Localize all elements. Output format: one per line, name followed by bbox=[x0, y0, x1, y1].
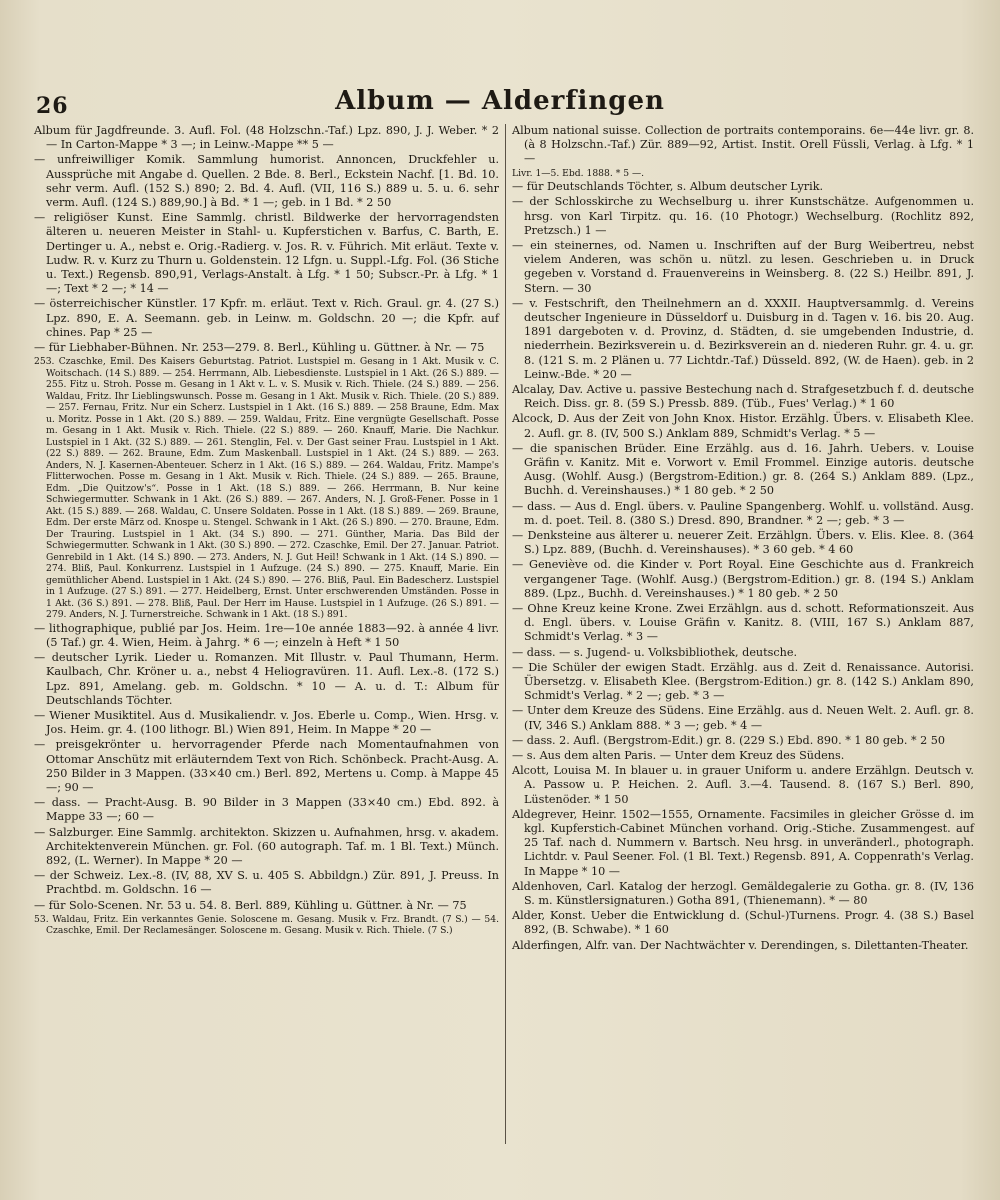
catalog-entry: — religiöser Kunst. Eine Sammlg. christl. Bildwerke der hervorragendsten älteren u. neueren Meister in Stahl- u. Kupferstichen v. Barfus, C. Barth, E. Dertinger u. A., nebst e. Orig.-Radierg. v. Jos. R. v. Führich. Mit erläut. Texte v. Ludw. R. v. Kurz zu Thurn u. Goldenstein. 12 Lfgn. u. Suppl.-Lfg. Fol. (36 Stiche u. Text.) Regensb. 890,91, Verlags-Anstalt. à Lfg. * 1 50; Subscr.-Pr. à Lfg. * 1 —; Text * 2 —; * 14 — bbox=[34, 211, 499, 296]
catalog-entry: — lithographique, publié par Jos. Heim. 1re—10e année 1883—92. à année 4 livr. (5 Taf.) gr. 4. Wien, Heim. à Jahrg. * 6 —; einzeln à Heft * 1 50 bbox=[34, 621, 499, 649]
catalog-entry: Alcock, D. Aus der Zeit von John Knox. Histor. Erzählg. Übers. v. Elisabeth Klee. 2. Aufl. gr. 8. (IV, 500 S.) Anklam 889, Schmidt's Verlag. * 5 — bbox=[512, 412, 974, 440]
catalog-entry: — Ohne Kreuz keine Krone. Zwei Erzählgn. aus d. schott. Reformationszeit. Aus d. Engl. übers. v. Louise Gräfin v. Kanitz. 8. (VIII, 167 S.) Anklam 887, Schmidt's Verlag. * 3 — bbox=[512, 602, 974, 644]
catalog-entry: — deutscher Lyrik. Lieder u. Romanzen. Mit Illustr. v. Paul Thumann, Herm. Kaulbach, Chr. Kröner u. a., nebst 4 Heliogravüren. 11. Aufl. Lex.-8. (172 S.) Lpz. 891, Amelang. geb. m. Goldschn. * 10 — A. u. d. T.: Album für Deutschlands Töchter. bbox=[34, 651, 499, 707]
running-head: Album — Alderfingen bbox=[335, 86, 665, 116]
catalog-entry: — dass. — Pracht-Ausg. B. 90 Bilder in 3 Mappen (33×40 cm.) Ebd. 892. à Mappe 33 —; 60 — bbox=[34, 796, 499, 824]
catalog-entry: — Denksteine aus älterer u. neuerer Zeit. Erzählgn. Übers. v. Elis. Klee. 8. (364 S.) Lpz. 889, (Buchh. d. Vereinshauses). * 3 60 geb. * 4 60 bbox=[512, 528, 974, 557]
catalog-entry: — Wiener Musiktitel. Aus d. Musikaliendr. v. Jos. Eberle u. Comp., Wien. Hrsg. v. Jos. Heim. gr. 4. (100 lithogr. Bl.) Wien 891, Heim. In Mappe * 20 — bbox=[34, 708, 499, 737]
catalog-entry: — ein steinernes, od. Namen u. Inschriften auf der Burg Weibertreu, nebst vielem Anderen, was schön u. nützl. zu lesen. Geschrieben u. in Druck gegeben v. Vorstand d. Frauenvereins in Weinsberg. 8. (22 S.) Heilbr. 891, J. Stern. — 30 bbox=[512, 238, 974, 295]
catalog-entry: — österreichischer Künstler. 17 Kpfr. m. erläut. Text v. Rich. Graul. gr. 4. (27 S.) Lpz. 890, E. A. Seemann. geb. in Leinw. m. Goldschn. 20 —; die Kpfr. auf chines. Pap * 25 — bbox=[34, 297, 499, 339]
catalog-entry: — für Solo-Scenen. Nr. 53 u. 54. 8. Berl. 889, Kühling u. Güttner. à Nr. — 75 bbox=[34, 898, 467, 912]
catalog-entry: — Unter dem Kreuze des Südens. Eine Erzählg. aus d. Neuen Welt. 2. Aufl. gr. 8. (IV, 346 S.) Anklam 888. * 3 —; geb. * 4 — bbox=[512, 704, 974, 732]
catalog-entry: — Salzburger. Eine Sammlg. architekton. Skizzen u. Aufnahmen, hrsg. v. akadem. Architektenverein München. gr. Fol. (60 autograph. Taf. m. 1 Bl. Text.) Münch. 892, (L. Werner). In Mappe * 20 — bbox=[34, 825, 499, 867]
catalog-entry: Alcott, Louisa M. In blauer u. in grauer Uniform u. andere Erzählgn. Deutsch v. A. Passow u. P. Heichen. 2. Aufl. 3.—4. Tausend. 8. (167 S.) Berl. 890, Lüstenöder. * 1 50 bbox=[512, 764, 974, 806]
catalog-entry: 53. Waldau, Fritz. Ein verkanntes Genie. Soloscene m. Gesang. Musik v. Frz. Brandt. (7 S.) — 54. Czaschke, Emil. Der Reclamesänger. Soloscene m. Gesang. Musik v. Rich. Thiele. (7 S.) bbox=[34, 913, 499, 937]
catalog-entry: — die spanischen Brüder. Eine Erzählg. aus d. 16. Jahrh. Uebers. v. Louise Gräfin v. Kanitz. Mit e. Vorwort v. Emil Frommel. Einzige autoris. deutsche Ausg. (Wohlf. Ausg.) (Bergstrom-Edition.) gr. 8. (264 S.) Anklam 889. (Lpz., Buchh. d. Vereinshauses.) * 1 80 geb. * 2 50 bbox=[512, 441, 974, 498]
catalog-entry: — unfreiwilliger Komik. Sammlung humorist. Annoncen, Druckfehler u. Aussprüche mit Angabe d. Quellen. 2 Bde. 8. Berl., Eckstein Nachf. [1. Bd. 10. sehr verm. Aufl. (152 S.) 890; 2. Bd. 4. Aufl. (VII, 116 S.) 889 u. 5. u. 6. sehr verm. Aufl. (124 S.) 889,90.] à Bd. * 1 —; geb. in 1 Bd. * 2 50 bbox=[34, 153, 499, 210]
catalog-entry: Aldegrever, Heinr. 1502—1555, Ornamente. Facsimiles in gleicher Grösse d. im kgl. Kupferstich-Cabinet München vorhand. Orig.-Stiche. Zusammengest. auf 25 Taf. nach d. Nummern v. Bartsch. Neu hrsg. in unveränderl., photograph. Lichtdr. v. Paul Seener. Fol. (1 Bl. Text.) Regensb. 891, A. Coppenrath's Verlag. In Mappe * 10 — bbox=[512, 807, 974, 878]
catalog-entry: Alderfingen, Alfr. van. Der Nachtwächter v. Derendingen, s. Dilettanten-Theater. bbox=[512, 938, 969, 952]
catalog-entry: Alder, Konst. Ueber die Entwicklung d. (Schul-)Turnens. Progr. 4. (38 S.) Basel 892, (B. Schwabe). * 1 60 bbox=[512, 909, 974, 937]
catalog-entry: — dass. — Aus d. Engl. übers. v. Pauline Spangenberg. Wohlf. u. vollständ. Ausg. m. d. poet. Teil. 8. (380 S.) Dresd. 890, Brandner. * 2 —; geb. * 3 — bbox=[512, 499, 974, 527]
catalog-entry: — der Schlosskirche zu Wechselburg u. ihrer Kunstschätze. Aufgenommen u. hrsg. von Karl Tirpitz. qu. 16. (10 Photogr.) Wechselburg. (Rochlitz 892, Pretzsch.) 1 — bbox=[512, 195, 974, 237]
catalog-entry: Alcalay, Dav. Active u. passive Bestechung nach d. Strafgesetzbuch f. d. deutsche Reich. Diss. gr. 8. (59 S.) Pressb. 889. (Tüb., Fues' Verlag.) * 1 60 bbox=[512, 382, 974, 411]
right-column bbox=[512, 124, 974, 954]
catalog-entry: — Geneviève od. die Kinder v. Port Royal. Eine Geschichte aus d. Frankreich vergangener Tage. (Wohlf. Ausg.) (Bergstrom-Edition.) gr. 8. (194 S.) Anklam 889. (Lpz., Buchh. d. Vereinshauses.) * 1 80 geb. * 2 50 bbox=[512, 558, 974, 600]
page-number: 26 bbox=[36, 93, 69, 119]
catalog-entry: Aldenhoven, Carl. Katalog der herzogl. Gemäldegalerie zu Gotha. gr. 8. (IV, 136 S. m. Künstlersignaturen.) Gotha 891, (Thienemann). * — 80 bbox=[512, 879, 974, 908]
left-column bbox=[34, 124, 499, 938]
catalog-entry: — für Liebhaber-Bühnen. Nr. 253—279. 8. Berl., Kühling u. Güttner. à Nr. — 75 bbox=[34, 341, 485, 355]
catalog-entry: Album für Jagdfreunde. 3. Aufl. Fol. (48 Holzschn.-Taf.) Lpz. 890, J. J. Weber. * 2 — In Carton-Mappe * 3 —; in Leinw.-Mappe ** 5 — bbox=[34, 124, 499, 152]
catalog-entry: — der Schweiz. Lex.-8. (IV, 88, XV S. u. 405 S. Abbildgn.) Zür. 891, J. Preuss. In Prachtbd. m. Goldschn. 16 — bbox=[34, 869, 499, 897]
catalog-entry: — dass. — s. Jugend- u. Volksbibliothek, deutsche. bbox=[512, 645, 798, 659]
catalog-entry: — v. Festschrift, den Theilnehmern an d. XXXII. Hauptversammlg. d. Vereins deutscher Ingenieure in Düsseldorf u. Duisburg in d. Tagen v. 16. bis 20. Aug. 1891 dargeboten v. d. Provinz, d. Städten, d. sie umgebenden Industrie, d. niederrhein. Bezirksverein u. d. Bezirksverein an d. niederen Ruhr. gr. 4. u. gr. 8. (121 S. m. 2 Plänen u. 77 Lichtdr.-Taf.) Düsseld. 892, (W. de Haen). geb. in 2 Leinw.-Bde. * 20 — bbox=[512, 296, 974, 381]
catalog-entry: Album national suisse. Collection de portraits contemporains. 6e—44e livr. gr. 8. (à 8 Holzschn.-Taf.) Zür. 889—92, Artist. Instit. Orell Füssli, Verlag. à Lfg. * 1 — bbox=[512, 124, 974, 166]
catalog-entry: — preisgekrönter u. hervorragender Pferde nach Momentaufnahmen von Ottomar Anschütz mit erläuterndem Text von Rich. Schönbeck. Pracht-Ausg. A. 250 Bilder in 3 Mappen. (33×40 cm.) Berl. 892, Mertens u. Comp. à Mappe 45 —; 90 — bbox=[34, 738, 499, 794]
catalog-entry: — für Deutschlands Töchter, s. Album deutscher Lyrik. bbox=[512, 180, 824, 194]
catalog-entry: — Die Schüler der ewigen Stadt. Erzählg. aus d. Zeit d. Renaissance. Autorisi. Übersetzg. v. Elisabeth Klee. (Bergstrom-Edition.) gr. 8. (142 S.) Anklam 890, Schmidt's Verlag. * 2 —; geb. * 3 — bbox=[512, 660, 974, 703]
column-divider bbox=[505, 124, 506, 1144]
catalog-entry: — s. Aus dem alten Paris. — Unter dem Kreuz des Südens. bbox=[512, 749, 845, 763]
catalog-entry: 253. Czaschke, Emil. Des Kaisers Geburtstag. Patriot. Lustspiel m. Gesang in 1 Akt. Musik v. C. Woitschach. (14 S.) 889. — 254. Herrmann, Alb. Liebesdienste. Lustspiel in 1 Akt. (26 S.) 889. — 255. Fitz u. Stroh. Posse m. Gesang in 1 Akt v. L. v. S. Musik v. Rich. Thiele. (24 S.) 889. — 256. Waldau, Fritz. Ihr Lieblingswunsch. Posse m. Gesang in 1 Akt. Musik v. Rich. Thiele. (20 S.) 889. — 257. Fernau, Fritz. Nur ein Scherz. Lustspiel in 1 Akt. (16 S.) 889. — 258 Braune, Edm. Max u. Moritz. Posse in 1 Akt. (20 S.) 889. — 259. Waldau, Fritz. Eine vergnügte Gesellschaft. Posse m. Gesang in 1 Akt. Musik v. Rich. Thiele. (22 S.) 889. — 260. Knauff, Marie. Die Nachkur. Lustspiel in 1 Akt. (32 S.) 889. — 261. Stenglin, Fel. v. Der Gast seiner Frau. Lustspiel in 1 Akt. (22 S.) 889. — 262. Braune, Edm. Zum Maskenball. Lustspiel in 1 Akt. (24 S.) 889. — 263. Anders, N. J. Kasernen-Abenteuer. Scherz in 1 Akt. (16 S.) 889. — 264. Waldau, Fritz. Mampe's Flitterwochen. Posse m. Gesang in 1 Akt. Musik v. Rich. Thiele. (24 S.) 889. — 265. Braune, Edm. „Die Quitzow's“. Posse in 1 Akt. (18 S.) 889. — 266. Herrmann, B. Nur keine Schwiegermutter. Schwank in 1 Akt. (26 S.) 889. — 267. Anders, N. J. Groß-Fener. Posse in 1 Akt. (15 S.) 889. — 268. Waldau, C. Unsere Soldaten. Posse in 1 Akt. (18 S.) 889. — 269. Braune, Edm. Der erste März od. Knospe u. Stengel. Schwank in 1 Akt. (26 S.) 890. — 270. Braune, Edm. Der Trauring. Lustspiel in 1 Akt. (34 S.) 890. — 271. Günther, Maria. Das Bild der Schwiegermutter. Schwank in 1 Akt. (30 S.) 890. — 272. Czaschke, Emil. Der 27. Januar. Patriot. Genrebild in 1 Akt. (14 S.) 890. — 273. Anders, N. J. Gut Heil! Schwank in 1 Akt. (14 S.) 890. — 274. Bliß, Paul. Konkurrenz. Lustspiel in 1 Aufzuge. (24 S.) 890. — 275. Knauff, Marie. Ein gemüthlicher Abend. Lustspiel in 1 Akt. (24 S.) 890. — 276. Bliß, Paul. Ein Badescherz. Lustspiel in 1 Aufzuge. (27 S.) 891. — 277. Heidelberg, Ernst. Unter erschwerenden Umständen. Posse in 1 Akt. (36 S.) 891. — 278. Bliß, Paul. Der Herr im Hause. Lustspiel in 1 Aufzuge. (26 S.) 891. — 279. Anders, N. J. Turnerstreiche. Schwank in 1 Akt. (18 S.) 891. bbox=[34, 356, 499, 621]
catalog-entry: Livr. 1—5. Ebd. 1888. * 5 —. bbox=[512, 167, 645, 179]
catalog-entry: — dass. 2. Aufl. (Bergstrom-Edit.) gr. 8. (229 S.) Ebd. 890. * 1 80 geb. * 2 50 bbox=[512, 733, 946, 747]
